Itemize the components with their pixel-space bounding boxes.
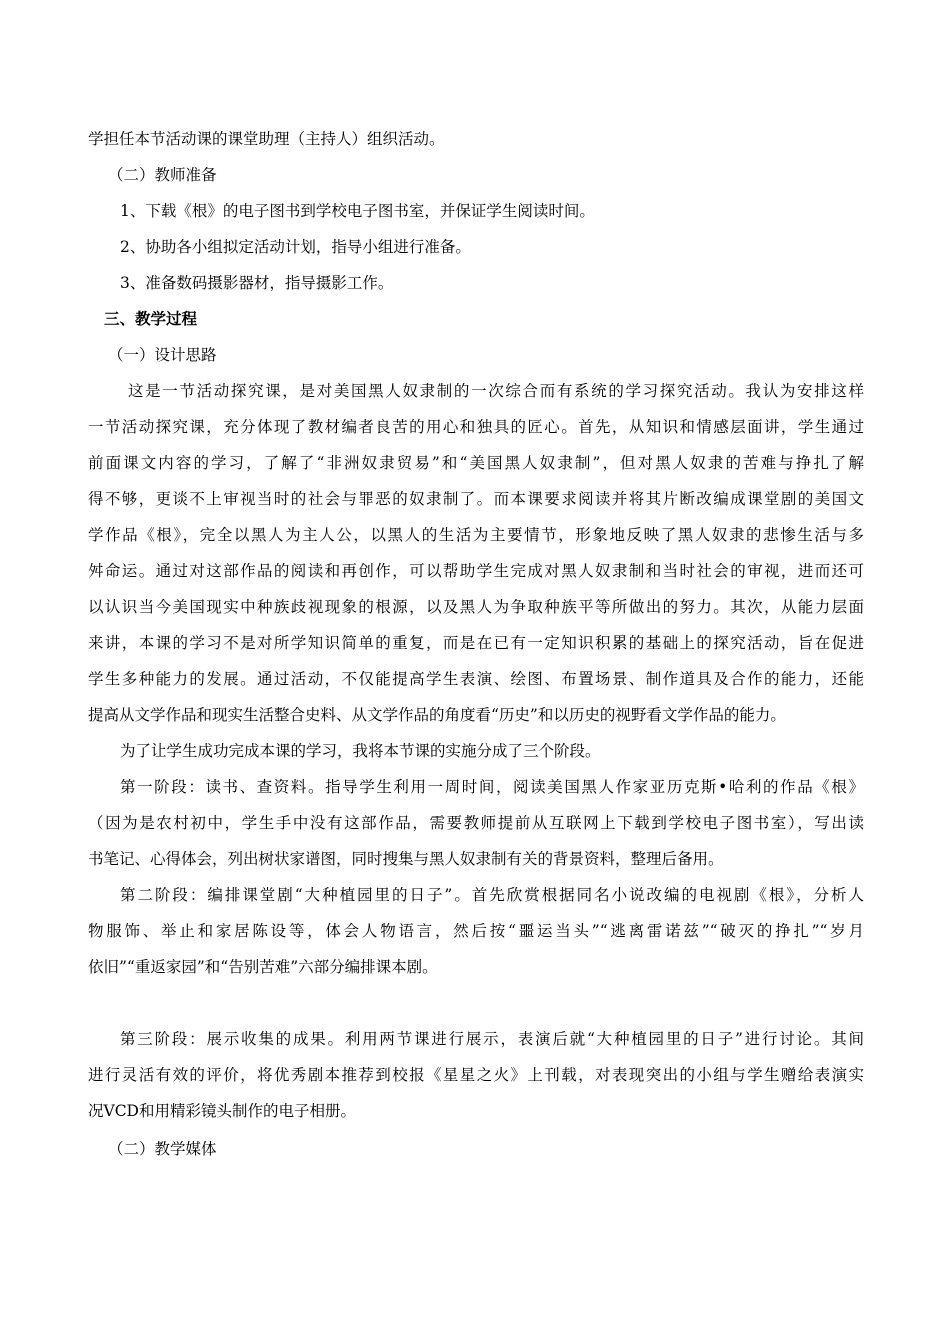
design-para-line: 这是一节活动探究课，是对美国黑人奴隶制的一次综合而有系统的学习探究活动。我认为安排这样 (128, 382, 864, 400)
stage1-line: 书笔记、心得体会，列出树状家谱图，同时搜集与黑人奴隶制有关的背景资料，整理后备用。 (88, 850, 724, 868)
section-heading-teaching-process: 三、教学过程 (104, 309, 198, 328)
design-para-line: 学生多种能力的发展。通过活动，不仅能提高学生表演、绘图、布置场景、制作道具及合作的能力，还能 (88, 670, 864, 688)
design-para-line: 学作品《根》，完全以黑人为主人公，以黑人的生活为主要情节，形象地反映了黑人奴隶的悲惨生活与多 (88, 526, 864, 544)
stage2-line: 第二阶段：编排课堂剧“大种植园里的日子”。首先欣赏根据同名小说改编的电视剧《根》，分析人 (120, 886, 864, 904)
stage3-line: 第三阶段：展示收集的成果。利用两节课进行展示，表演后就“大种植园里的日子”进行讨论。其间 (120, 1030, 864, 1048)
continuation-line: 学担任本节活动课的课堂助理（主持人）组织活动。 (88, 130, 445, 148)
teacher-prep-heading: （二）教师准备 (108, 166, 217, 184)
subheading-teaching-media: （二）教学媒体 (108, 1140, 217, 1158)
subheading-design-idea: （一）设计思路 (108, 346, 217, 364)
design-para-line: 以认识当今美国现实中种族歧视现象的根源，以及黑人为争取种族平等所做出的努力。其次，从能力层面 (88, 598, 864, 616)
design-para-line: 舛命运。通过对这部作品的阅读和再创作，可以帮助学生完成对黑人奴隶制和当时社会的审视，进而还可 (88, 562, 864, 580)
stage1-line: （因为是农村初中，学生手中没有这部作品，需要教师提前从互联网上下载到学校电子图书室），写出读 (88, 814, 864, 832)
teacher-prep-item-3: 3、准备数码摄影器材，指导摄影工作。 (120, 274, 394, 292)
design-para-line: 提高从文学作品和现实生活整合史料、从文学作品的角度看“历史”和以历史的视野看文学作品的能力。 (88, 706, 786, 724)
three-stages-intro: 为了让学生成功完成本课的学习，我将本节课的实施分成了三个阶段。 (120, 742, 601, 760)
design-para-line: 前面课文内容的学习，了解了“非洲奴隶贸易”和“美国黑人奴隶制”，但对黑人奴隶的苦难与挣扎了解 (88, 454, 864, 472)
design-para-line: 来讲，本课的学习不是对所学知识简单的重复，而是在已有一定知识积累的基础上的探究活动，旨在促进 (88, 634, 864, 652)
stage3-line: 况VCD和用精彩镜头制作的电子相册。 (88, 1102, 356, 1120)
stage1-line: 第一阶段：读书、查资料。指导学生利用一周时间，阅读美国黑人作家亚历克斯•哈利的作品《根》 (120, 778, 864, 796)
teacher-prep-item-2: 2、协助各小组拟定活动计划，指导小组进行准备。 (120, 238, 471, 256)
stage2-line: 依旧”“重返家园”和“告别苦难”六部分编排课本剧。 (88, 958, 438, 976)
design-para-line: 得不够，更谈不上审视当时的社会与罪恶的奴隶制了。而本课要求阅读并将其片断改编成课堂剧的美国文 (88, 490, 864, 508)
stage3-line: 进行灵活有效的评价，将优秀剧本推荐到校报《星星之火》上刊载，对表现突出的小组与学生赠给表演实 (88, 1066, 864, 1084)
stage2-line: 物服饰、举止和家居陈设等，体会人物语言，然后按“噩运当头”“逃离雷诺兹”“破灭的挣扎”“岁月 (88, 922, 864, 940)
design-para-line: 一节活动探究课，充分体现了教材编者良苦的用心和独具的匠心。首先，从知识和情感层面讲，学生通过 (88, 418, 864, 436)
teacher-prep-item-1: 1、下载《根》的电子图书到学校电子图书室，并保证学生阅读时间。 (120, 202, 595, 220)
